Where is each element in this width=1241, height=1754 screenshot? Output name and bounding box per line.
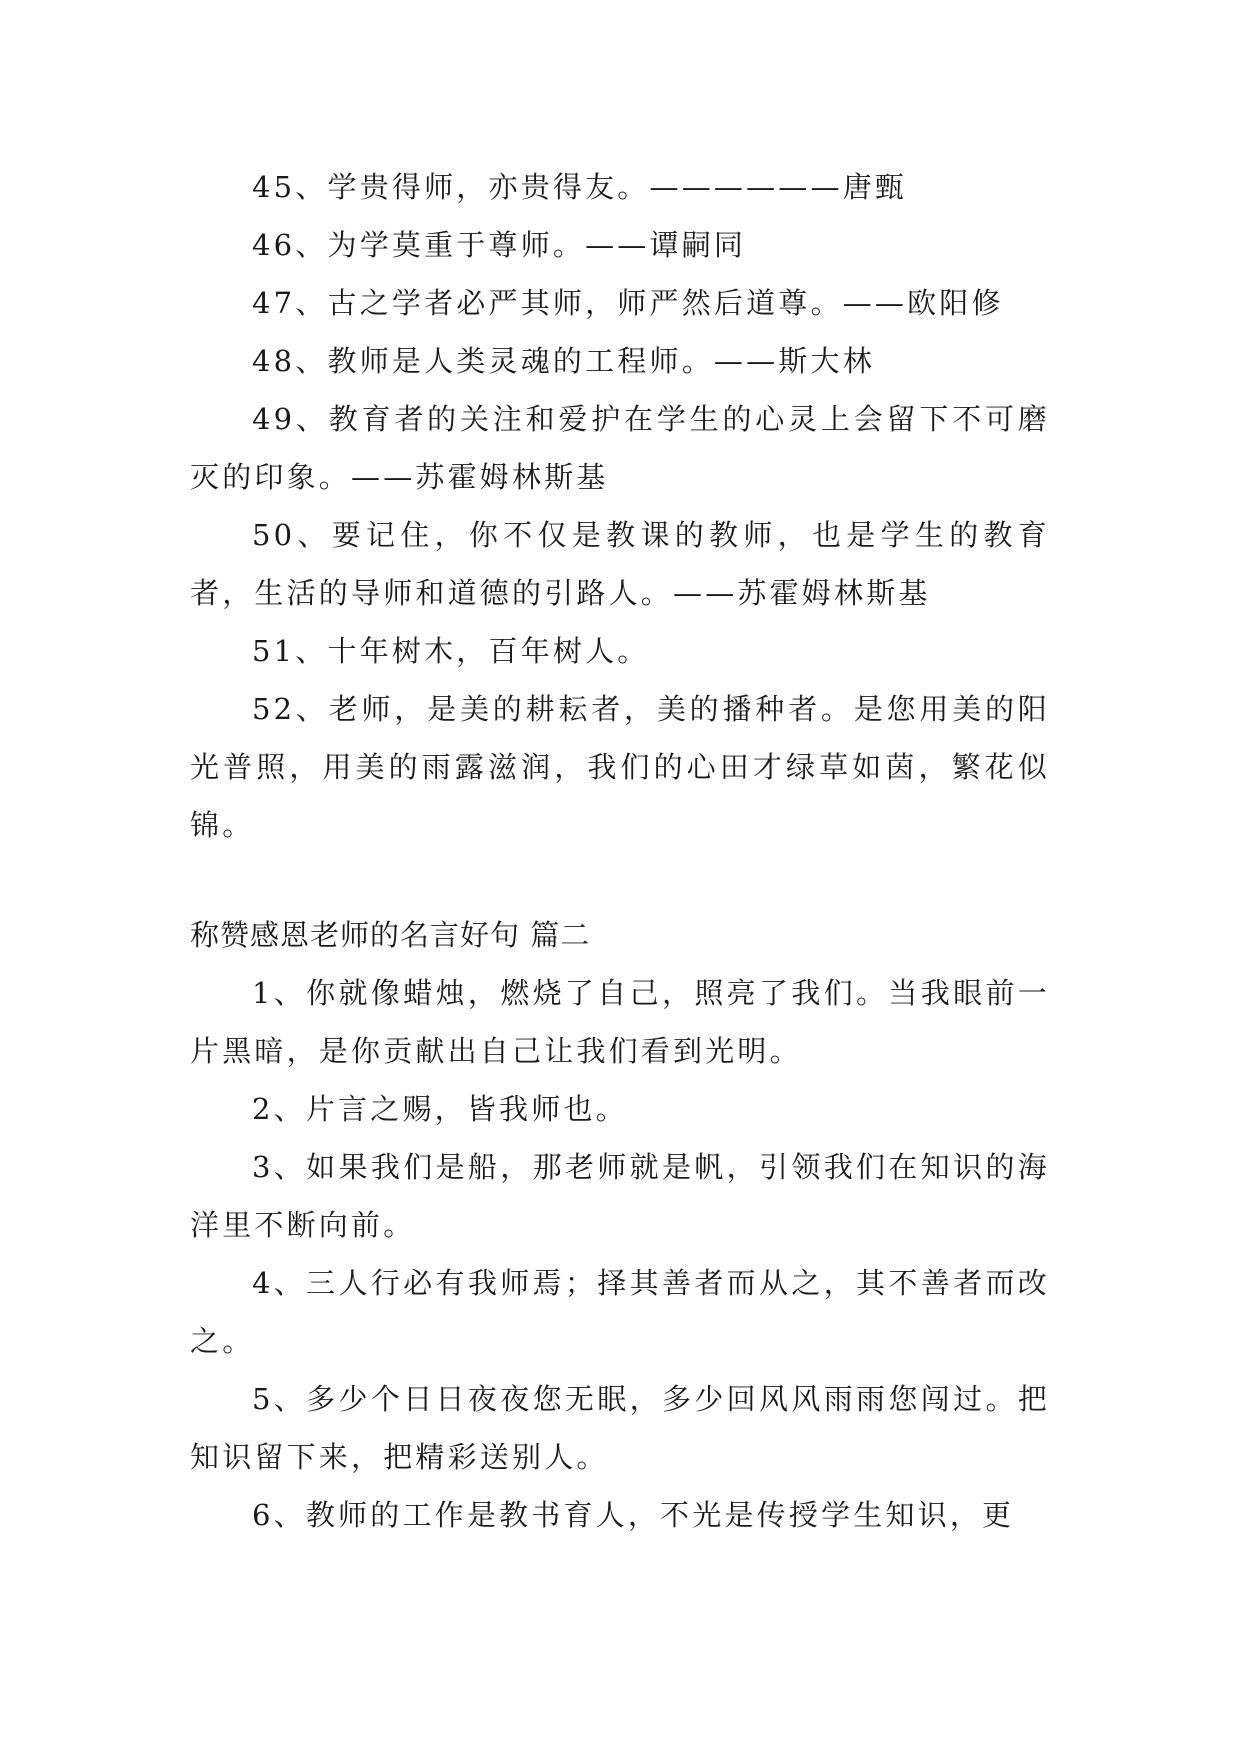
quote-item: 5、多少个日日夜夜您无眠，多少回风风雨雨您闯过。把知识留下来，把精彩送别人。 [190,1382,1050,1474]
quote-item: 45、学贵得师，亦贵得友。——————唐甄 [252,170,908,204]
quote-item: 51、十年树木，百年树人。 [252,634,650,668]
quote-item: 46、为学莫重于尊师。——谭嗣同 [252,228,747,262]
quote-item: 48、教师是人类灵魂的工程师。——斯大林 [252,344,875,378]
quote-item: 2、片言之赐，皆我师也。 [252,1092,628,1126]
quote-item: 4、三人行必有我师焉；择其善者而从之，其不善者而改之。 [190,1266,1050,1358]
quote-item: 6、教师的工作是教书育人，不光是传授学生知识，更 [252,1498,1015,1532]
quote-item: 1、你就像蜡烛，燃烧了自己，照亮了我们。当我眼前一片黑暗，是你贡献出自己让我们看到光明。 [190,976,1050,1068]
quote-item: 3、如果我们是船，那老师就是帆，引领我们在知识的海洋里不断向前。 [190,1150,1050,1242]
document-page [190,158,1050,1544]
quote-item: 52、老师，是美的耕耘者，美的播种者。是您用美的阳光普照，用美的雨露滋润，我们的心田才绿草如茵，繁花似锦。 [190,692,1050,842]
quote-item: 47、古之学者必严其师，师严然后道尊。——欧阳修 [252,286,1004,320]
quote-item: 49、教育者的关注和爱护在学生的心灵上会留下不可磨灭的印象。——苏霍姆林斯基 [190,402,1050,494]
quote-item: 50、要记住，你不仅是教课的教师，也是学生的教育者，生活的导师和道德的引路人。——苏霍姆林斯基 [190,518,1050,610]
section-heading: 称赞感恩老师的名言好句 篇二 [190,918,591,952]
